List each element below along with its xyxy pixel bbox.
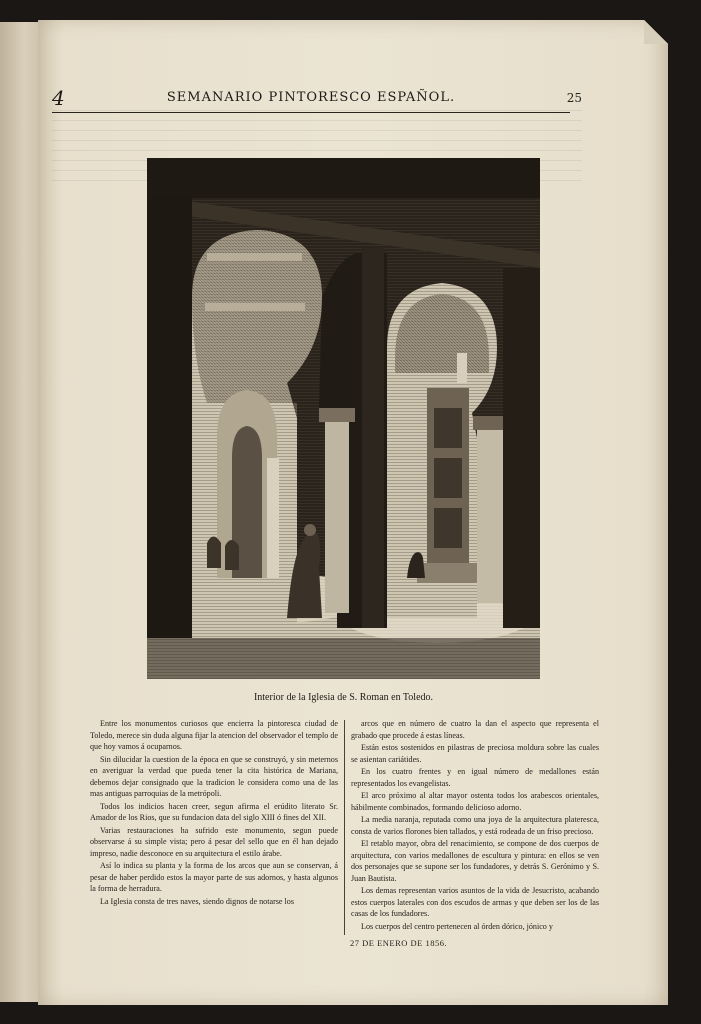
paragraph: El retablo mayor, obra del renacimiento, se compone de dos cuerpos de arquitectura, con varios medallones de escultura y pintura: en ellos se ven dos personajes que se supone ser los fundadores, y detrás S. Gerónimo y S. Juan Bautista.	[351, 839, 599, 883]
article-text	[90, 718, 600, 938]
paragraph: En los cuatro frentes y en igual número de medallones están representados los evangelistas.	[351, 767, 599, 788]
column-divider	[344, 720, 345, 935]
header-left-mark: 4	[52, 86, 65, 110]
paragraph: Están estos sostenidos en pilastras de preciosa moldura sobre las cuales se asientan cariátides.	[351, 743, 599, 764]
masthead-title: SEMANARIO PINTORESCO ESPAÑOL.	[166, 90, 456, 105]
church-interior-engraving	[147, 158, 540, 679]
paragraph: Los cuerpos del centro pertenecen al órden dórico, jónico y	[361, 921, 553, 931]
previous-page-edge	[0, 22, 41, 1002]
left-column	[90, 718, 338, 908]
paragraph: Todos los indicios hacen creer, segun afirma el erúdito literato Sr. Amador de los Rios, que su fundacion data del siglo XIII ó fines del XII.	[90, 801, 338, 822]
paragraph: El arco próximo al altar mayor ostenta todos los arabescos orientales, hábilmente combinados, formando delicioso adorno.	[351, 791, 599, 812]
issue-date: 27 DE ENERO DE 1856.	[350, 938, 448, 948]
page-corner-fold	[644, 20, 668, 44]
page-header	[52, 86, 582, 113]
paragraph: Varias restauraciones ha sufrido este monumento, segun puede observarse á su simple vista; pero á pesar del sello que en él han dejado impreso, nadie desconoce en su arquitectura el estilo árabe.	[90, 825, 338, 858]
paragraph: Así lo indica su planta y la forma de los arcos que aun se conservan, á pesar de haber perdido estos la mayor parte de sus adornos, y hasta algunos la forma de herradura.	[90, 861, 338, 893]
paragraph: arcos que en número de cuatro la dan el aspecto que representa el grabado que procede á estas líneas.	[351, 719, 599, 740]
paragraph: Entre los monumentos curiosos que encierra la pintoresca ciudad de Toledo, merece sin duda alguna fijar la atencion del observador el templo de que hoy vamos á ocuparnos.	[90, 719, 338, 751]
paragraph: Los demas representan varios asuntos de la vida de Jesucristo, acabando estos cuerpos laterales con dos escudos de armas y que deben ser los de las casas de los fundadores.	[351, 886, 599, 918]
engraving-caption: Interior de la Iglesia de S. Roman en Toledo.	[253, 692, 434, 703]
paragraph: Sin dilucidar la cuestion de la época en que se construyó, y sin meternos en averiguar la verdad que pueda tener la cita histórica de Mariana, debemos dejar consignado que la tradicion le considera como una de las mas antiguas parroquias de la metrópoli.	[90, 754, 338, 798]
paragraph: La Iglesia consta de tres naves, siendo dignos de notarse los	[100, 896, 294, 906]
paragraph: La media naranja, reputada como una joya de la arquitectura plateresca, consta de varios florones bien tallados, y está rodeada de un friso precioso.	[351, 815, 599, 836]
page-number: 25	[566, 91, 582, 105]
right-column	[351, 718, 599, 933]
